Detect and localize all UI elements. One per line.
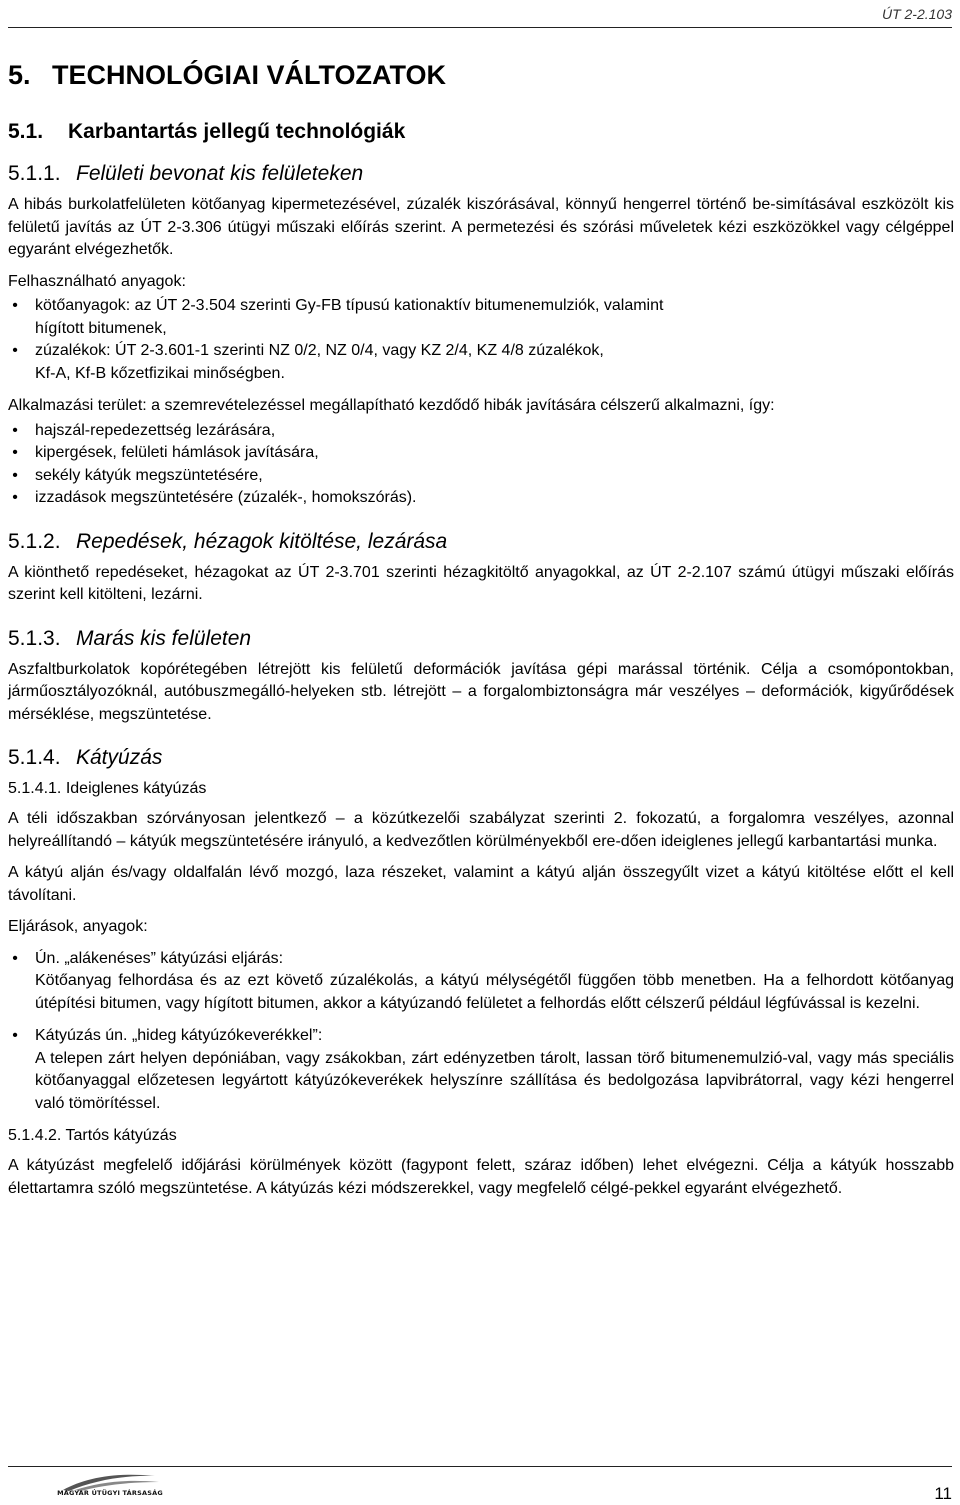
materials-label: Felhasználható anyagok: xyxy=(8,272,186,290)
list-item-body: A telepen zárt helyen depóniában, vagy zsákokban, zárt edényzetben tárolt, lassan törő bitumenemulzió-val, vagy más speciális kötőanyaggal előzetesen legyártott kátyúzókeverékek helyszínre szállítása és bedolgozása lapvibrátorral, vagy kézi hengerrel való tömörítéssel. xyxy=(35,1049,954,1112)
bullet-icon: • xyxy=(12,489,18,506)
list-item-title: Ún. „alákenéses” kátyúzási eljárás: xyxy=(35,949,284,967)
subsection-number: 5.1.4. xyxy=(8,746,61,769)
bullet-icon: • xyxy=(12,444,18,461)
sub-subsection-heading-5-1-4-1: 5.1.4.1. Ideiglenes kátyúzás xyxy=(8,780,207,797)
subsection-heading-5-1-4 xyxy=(8,744,954,772)
paragraph: A kiönthető repedéseket, hézagokat az ÚT 2-3.701 szerinti hézagkitöltő anyagokkal, az ÚT 2-2.107 számú útügyi műszaki előírás szerint kell kitölteni, lezárni. xyxy=(8,563,954,603)
paragraph: A téli időszakban szórványosan jelentkező – a közútkezelői szabályzat szerinti 2. fokozatú, a forgalomra veszélyes, azonnal helyreállítandó – kátyúk megszüntetésére irányuló, a kedvezőtlen körülményekből ere-dően ideiglenes jellegű karbantartási munka. xyxy=(8,810,954,850)
list-item-text: zúzalékok: ÚT 2-3.601-1 szerinti NZ 0/2, NZ 0/4, vagy KZ 2/4, KZ 4/8 zúzalékok, xyxy=(35,342,604,359)
subsection-number: 5.1.3. xyxy=(8,626,61,650)
bullet-icon: • xyxy=(12,1027,18,1044)
logo-text: MAGYAR ÚTÜGYI TÁRSASÁG xyxy=(57,1489,163,1497)
list-item-body: Kötőanyag felhordása és az ezt követő zúzalékolás, a kátyú mélységétől függően több menetben. Ha a felhordott kötőanyag útépítési bitumen, vagy hígított bitumen, akkor a kátyúzandó felületet a felhordás előtt célszerű például légfúvással is kezelni. xyxy=(35,972,954,1012)
bullet-icon: • xyxy=(12,949,18,967)
list-item xyxy=(8,948,954,1016)
paragraph: A hibás burkolatfelületen kötőanyag kipermetezésével, zúzalék kiszórásával, könnyű hengerrel történő be-simításával eszközölt kis felületű javítás az ÚT 2-3.306 útügyi műszaki előírás szerint. A permetezési és szórási műveletek kézi eszközökkel vagy célgéppel egyaránt elvégezhetők. xyxy=(8,196,954,258)
list-item xyxy=(8,420,954,443)
subsection-title: Kátyúzás xyxy=(76,746,163,769)
subsection-heading-5-1-1 xyxy=(8,160,954,188)
header-rule xyxy=(8,27,952,28)
chapter-title: TECHNOLÓGIAI VÁLTOZATOK xyxy=(52,60,446,90)
bullet-icon: • xyxy=(12,297,18,314)
subsection-heading-5-1-2 xyxy=(8,528,954,556)
usage-list xyxy=(8,420,954,510)
procedures-label: Eljárások, anyagok: xyxy=(8,918,148,935)
materials-list xyxy=(8,295,954,385)
page-number: 11 xyxy=(934,1484,952,1503)
road-society-logo-icon xyxy=(55,1470,165,1500)
document-code: ÚT 2-2.103 xyxy=(881,6,952,22)
list-item-text: hígított bitumenek, xyxy=(35,319,167,337)
list-item-text: Kf-A, Kf-B kőzetfizikai minőségben. xyxy=(35,364,285,382)
paragraph: A kátyú alján és/vagy oldalfalán lévő mozgó, laza részeket, valamint a kátyú alján összegyűlt vizet a kátyú kitöltése előtt el kell távolítani. xyxy=(8,864,954,904)
paragraph: Alkalmazási terület: a szemrevételezéssel megállapítható kezdődő hibák javítására célszerű alkalmazni, így: xyxy=(8,397,775,414)
list-item xyxy=(8,295,954,340)
chapter-number: 5. xyxy=(8,60,31,90)
subsection-number: 5.1.2. xyxy=(8,529,61,553)
page-content xyxy=(8,58,954,1209)
list-item xyxy=(8,487,954,510)
bullet-icon: • xyxy=(12,342,18,359)
list-item xyxy=(8,1025,954,1115)
list-item xyxy=(8,442,954,465)
list-item xyxy=(8,340,954,385)
paragraph: A kátyúzást megfelelő időjárási körülmények között (fagypont felett, száraz időben) lehet elvégezni. Célja a kátyúk hosszabb élettartamra szóló megszüntetése. A kátyúzás kézi módszerekkel, vagy megfelelő célgé-pekkel egyaránt elvégezhető. xyxy=(8,1157,954,1197)
footer-rule xyxy=(8,1466,952,1467)
subsection-title: Repedések, hézagok kitöltése, lezárása xyxy=(76,529,448,553)
subsection-heading-5-1-3 xyxy=(8,625,954,653)
list-item-text: hajszál-repedezettség lezárására, xyxy=(35,421,276,439)
procedures-list xyxy=(8,948,954,1116)
list-item-title: Kátyúzás ún. „hideg kátyúzókeverékkel”: xyxy=(35,1027,323,1044)
list-item xyxy=(8,465,954,488)
section-heading-5-1 xyxy=(8,118,954,146)
list-item-text: izzadások megszüntetésére (zúzalék-, homokszórás). xyxy=(35,489,417,506)
subsection-number: 5.1.1. xyxy=(8,162,61,185)
bullet-icon: • xyxy=(12,466,18,484)
paragraph: Aszfaltburkolatok kopórétegében létrejött kis felületű deformációk javítása gépi marással történik. Célja a csomópontokban, járműosztályozóknál, autóbuszmegálló-helyeken stb. létrejött – a forgalombiztonságra már veszélyes – deformációk, kigyűrődések mérséklése, megszüntetése. xyxy=(8,660,954,723)
list-item-text: kipergések, felületi hámlások javítására, xyxy=(35,444,319,461)
section-number: 5.1. xyxy=(8,120,44,143)
section-title: Karbantartás jellegű technológiák xyxy=(68,120,406,143)
sub-subsection-heading-5-1-4-2: 5.1.4.2. Tartós kátyúzás xyxy=(8,1127,177,1144)
chapter-heading xyxy=(8,58,954,92)
list-item-text: kötőanyagok: az ÚT 2-3.504 szerinti Gy-FB típusú kationaktív bitumenemulziók, valamint xyxy=(35,297,664,314)
list-item-text: sekély kátyúk megszüntetésére, xyxy=(35,466,263,484)
subsection-title: Marás kis felületen xyxy=(76,626,252,650)
bullet-icon: • xyxy=(12,421,18,439)
subsection-title: Felületi bevonat kis felületeken xyxy=(76,162,364,185)
